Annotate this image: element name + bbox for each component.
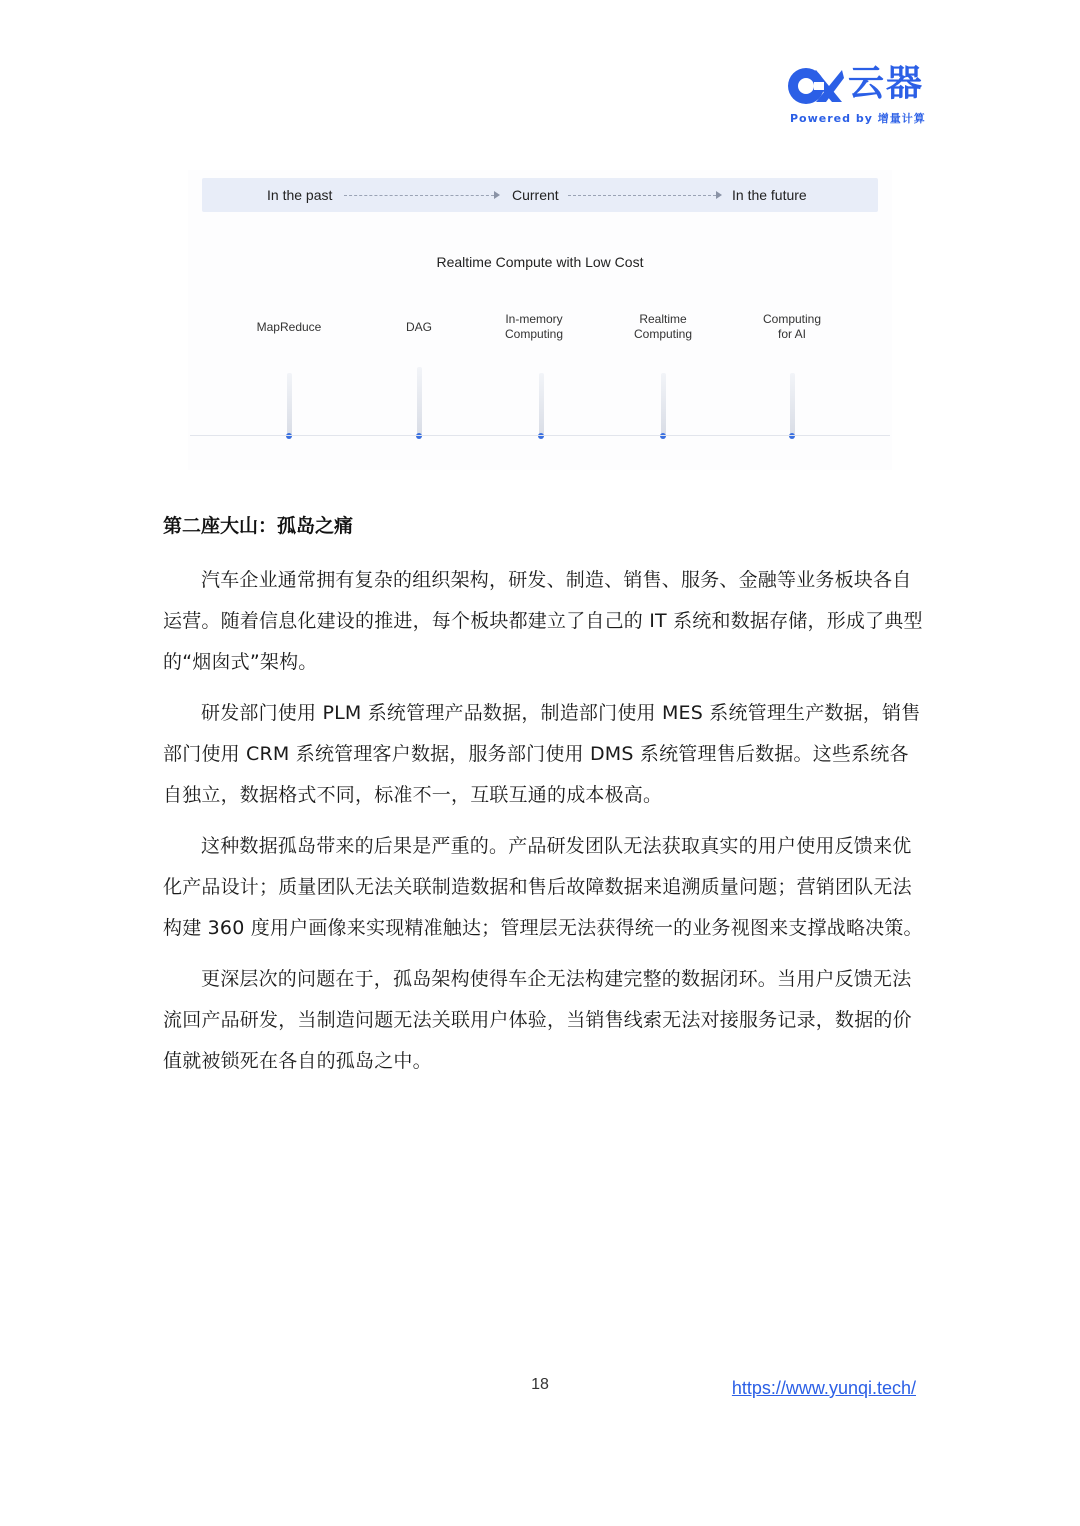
timeline-bar	[202, 178, 878, 212]
stage-dot	[286, 433, 292, 439]
page-number: 18	[531, 1376, 549, 1393]
logo-subtitle: Powered by 增量计算	[790, 112, 926, 125]
stage-stem	[417, 367, 422, 435]
timeline-past: In the past	[267, 187, 333, 203]
stage-stem	[661, 373, 666, 435]
brand-logo	[786, 62, 926, 128]
timeline-current: Current	[512, 187, 559, 203]
evolution-diagram	[188, 170, 892, 470]
paragraph-1: 汽车企业通常拥有复杂的组织架构，研发、制造、销售、服务、金融等业务板块各自运营。随着信息化建设的推进，每个板块都建立了自己的 IT 系统和数据存储，形成了典型的“烟囱式”架构。	[163, 569, 923, 673]
stage-label-line: Computing	[633, 327, 693, 341]
stage-label-line: In-memory	[505, 312, 563, 326]
arrow-right-icon	[716, 191, 722, 199]
stage-label-mapreduce	[234, 320, 344, 335]
arrow-right-icon	[494, 191, 500, 199]
stage-dot	[416, 433, 422, 439]
stage-dot	[538, 433, 544, 439]
stage-label-line: Realtime	[639, 312, 687, 326]
stage-label-line: DAG	[405, 320, 432, 334]
stage-label-line: for AI	[777, 327, 806, 341]
paragraph-4: 更深层次的问题在于，孤岛架构使得车企无法构建完整的数据闭环。当用户反馈无法流回产品研发，当制造问题无法关联用户体验，当销售线索无法对接服务记录，数据的价值就被锁死在各自的孤岛之中。	[163, 968, 912, 1072]
paragraph-3: 这种数据孤岛带来的后果是严重的。产品研发团队无法获取真实的用户使用反馈来优化产品设计；质量团队无法关联制造数据和售后故障数据来追溯质量问题；营销团队无法构建 360 度用户画像来实现精准触达；管理层无法获得统一的业务视图来支撑战略决策。	[163, 835, 923, 939]
stage-stem	[539, 373, 544, 435]
stage-label-dag	[364, 320, 474, 335]
stage-label-realtime	[608, 312, 718, 342]
stage-label-line: Computing	[762, 312, 822, 326]
stage-stem	[287, 373, 292, 435]
diagram-title: Realtime Compute with Low Cost	[436, 254, 644, 270]
stage-label-ai	[737, 312, 847, 342]
timeline-future: In the future	[732, 187, 807, 203]
logo-text: 云器	[848, 63, 925, 104]
stage-label-line: Computing	[504, 327, 564, 341]
section-title: 第二座大山：孤岛之痛	[163, 515, 354, 537]
diagram-baseline	[190, 435, 890, 436]
yunqi-logo-icon	[786, 66, 844, 106]
website-link[interactable]: https://www.yunqi.tech/	[731, 1378, 916, 1398]
paragraph-2: 研发部门使用 PLM 系统管理产品数据，制造部门使用 MES 系统管理生产数据，销售部门使用 CRM 系统管理客户数据，服务部门使用 DMS 系统管理售后数据。这些系统各自独立，数据格式不同，标准不一，互联互通的成本极高。	[163, 702, 921, 806]
timeline-arrow-1	[344, 195, 494, 196]
stage-label-line: MapReduce	[256, 320, 322, 334]
timeline-arrow-2	[568, 195, 716, 196]
article-body	[163, 510, 923, 1082]
stage-label-in-memory	[479, 312, 589, 342]
stage-dot	[789, 433, 795, 439]
stage-stem	[790, 373, 795, 435]
stage-dot	[660, 433, 666, 439]
